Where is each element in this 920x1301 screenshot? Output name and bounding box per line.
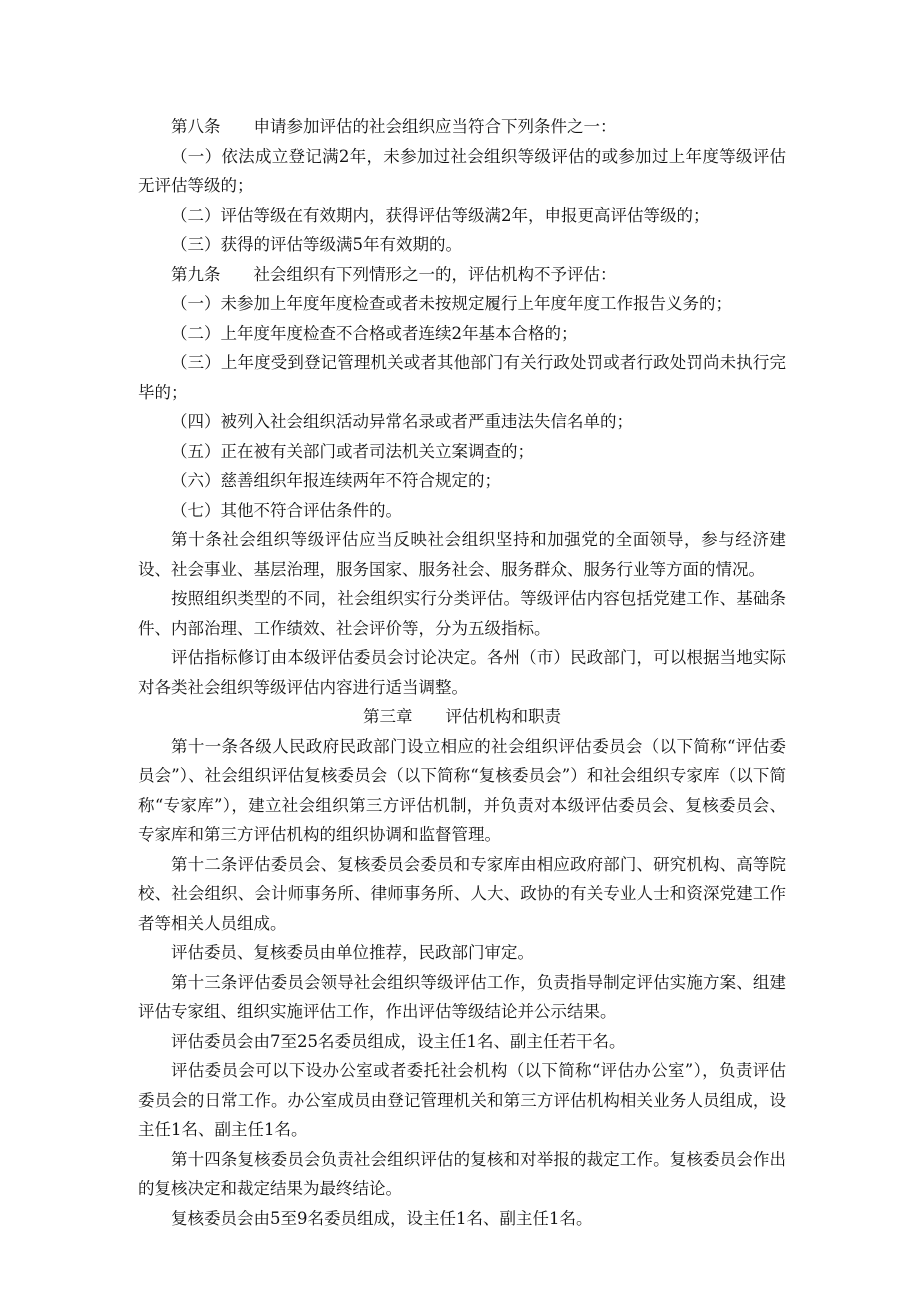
paragraph: （一）依法成立登记满2年，未参加过社会组织等级评估的或参加过上年度等级评估无评估等级的； xyxy=(138,146,786,195)
paragraph: 第十二条评估委员会、复核委员会委员和专家库由相应政府部门、研究机构、高等院校、社会组织、会计师事务所、律师事务所、人大、政协的有关专业人士和资深党建工作者等相关人员组成。 xyxy=(138,854,786,933)
chapter-heading: 第三章 评估机构和职责 xyxy=(363,707,561,726)
paragraph: （四）被列入社会组织活动异常名录或者严重违法失信名单的； xyxy=(171,412,633,431)
paragraph: （六）慈善组织年报连续两年不符合规定的； xyxy=(171,471,501,490)
paragraph: 评估委员会可以下设办公室或者委托社会机构（以下简称“评估办公室”），负责评估委员会的日常工作。办公室成员由登记管理机关和第三方评估机构相关业务人员组成，设主任1名、副主任1名。 xyxy=(138,1061,786,1139)
paragraph: 按照组织类型的不同，社会组织实行分类评估。等级评估内容包括党建工作、基础条件、内部治理、工作绩效、社会评价等，分为五级指标。 xyxy=(138,589,786,638)
paragraph: 第十条社会组织等级评估应当反映社会组织坚持和加强党的全面领导，参与经济建设、社会事业、基层治理，服务国家、服务社会、服务群众、服务行业等方面的情况。 xyxy=(138,530,786,579)
paragraph: 评估委员会由7至25名委员组成，设主任1名、副主任若干名。 xyxy=(171,1031,626,1051)
paragraph: （五）正在被有关部门或者司法机关立案调查的； xyxy=(171,441,534,461)
document-body xyxy=(138,112,786,1233)
paragraph: （一）未参加上年度年度检查或者未按规定履行上年度年度工作报告义务的； xyxy=(171,294,732,313)
paragraph: （七）其他不符合评估条件的。 xyxy=(171,500,402,520)
paragraph: 第九条 社会组织有下列情形之一的，评估机构不予评估： xyxy=(171,264,617,284)
paragraph: 第十一条各级人民政府民政部门设立相应的社会组织评估委员会（以下简称“评估委员会”）、社会组织评估复核委员会（以下简称“复核委员会”）和社会组织专家库（以下简称“专家库”），建立社会组织第三方评估机制，并负责对本级评估委员会、复核委员会、专家库和第三方评估机构的组织协调和监督管理。 xyxy=(138,736,786,844)
paragraph: 第十四条复核委员会负责社会组织评估的复核和对举报的裁定工作。复核委员会作出的复核决定和裁定结果为最终结论。 xyxy=(138,1149,786,1198)
paragraph: （三）上年度受到登记管理机关或者其他部门有关行政处罚或者行政处罚尚未执行完毕的； xyxy=(138,353,786,402)
paragraph: 第八条 申请参加评估的社会组织应当符合下列条件之一： xyxy=(171,117,617,136)
paragraph: 评估委员、复核委员由单位推荐，民政部门审定。 xyxy=(171,943,534,962)
paragraph: 第十三条评估委员会领导社会组织等级评估工作，负责指导制定评估实施方案、组建评估专家组、组织实施评估工作，作出评估等级结论并公示结果。 xyxy=(138,972,786,1021)
paragraph: （二）评估等级在有效期内，获得评估等级满2年，申报更高评估等级的； xyxy=(171,205,710,225)
paragraph: 复核委员会由5至9名委员组成，设主任1名、副主任1名。 xyxy=(171,1208,593,1228)
paragraph: （二）上年度年度检查不合格或者连续2年基本合格的； xyxy=(171,323,578,343)
paragraph: （三）获得的评估等级满5年有效期的。 xyxy=(171,235,462,254)
paragraph: 评估指标修订由本级评估委员会讨论决定。各州（市）民政部门，可以根据当地实际对各类社会组织等级评估内容进行适当调整。 xyxy=(138,648,786,697)
